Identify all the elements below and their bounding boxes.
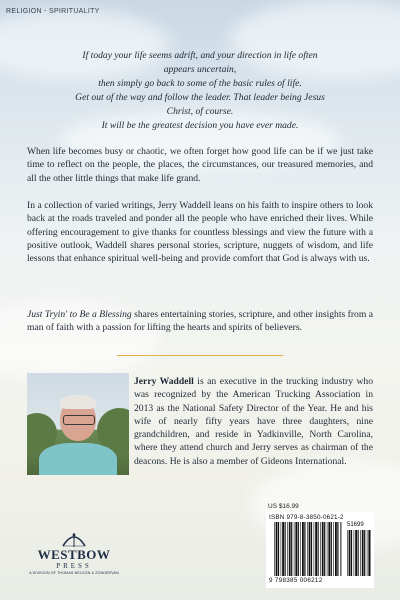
paragraph-text: [27, 308, 373, 335]
barcode: [266, 512, 374, 588]
quote-line: Get out of the way and follow the leader. That leader being Jesus: [75, 92, 325, 103]
publisher-tagline: A DIVISION OF THOMAS NELSON & ZONDERVAN: [29, 571, 119, 575]
barcode-digits: 9 798385 006212: [269, 577, 323, 584]
publisher-name: WESTBOW: [37, 547, 111, 562]
quote-line: then simply go back to some of the basic rules of life.: [98, 78, 302, 89]
paragraph-text: When life becomes busy or chaotic, we often forget how good life can be if we just take time to reflect on the people, the places, the circumstances, our treasured memories, and all the other little things that make life grand.: [27, 146, 373, 184]
category-label: RELIGION - SPIRITUALITY: [6, 8, 100, 15]
publisher-press: PRESS: [56, 562, 92, 570]
addon-code: 51699: [347, 522, 364, 528]
quote-line: It will be the greatest decision you have ever made.: [101, 120, 299, 131]
publisher-logo: [14, 530, 134, 590]
author-bio: [134, 375, 373, 468]
author-photo: [27, 373, 129, 475]
quote-line: If today your life seems adrift, and your direction in life often: [82, 50, 318, 61]
quote-line: appears uncertain,: [163, 64, 237, 75]
book-title: Just Tryin' to Be a Blessing: [27, 309, 132, 320]
isbn-text: ISBN 979-8-3850-0621-2: [269, 514, 344, 521]
description-paragraph: [27, 145, 373, 185]
barcode-addon-bars: [347, 530, 371, 576]
description-paragraph: [27, 308, 373, 335]
description-paragraph: [27, 199, 373, 265]
pull-quote: [40, 49, 360, 133]
paragraph-text-rest: shares entertaining stories, scripture, and other insights from a man of faith with a passion for lifting the hearts and spirits of believers.: [27, 309, 373, 334]
quote-line: Christ, of course.: [166, 106, 234, 117]
paragraph-text: In a collection of varied writings, Jerry Waddell leans on his faith to inspire others to look back at the roads traveled and ponder all the people who have enriched their lives. While offering encouragement to give thanks for countless blessings and view the future with a positive outlook, Waddell shares personal stories, scripture, nuggets of wisdom, and life lessons that enhance spiritual well-being and provide comfort that God is always with us.: [27, 200, 373, 265]
bow-archer-icon: [59, 530, 89, 548]
divider-line: [117, 355, 283, 356]
price-label: US $16.99: [268, 503, 299, 510]
author-name: Jerry Waddell: [134, 376, 194, 387]
barcode-bars: [274, 522, 342, 576]
author-bio-text: is an executive in the trucking industry who was recognized by the American Trucking Association in 2013 as the National Safety Director of the Year. He and his wife of nearly fifty years have three daughters, nine grandchildren, and reside in Yadkinville, North Carolina, where they attend church and Jerry serves as chairman of the deacons. He is also a member of Gideons International.: [134, 376, 373, 467]
